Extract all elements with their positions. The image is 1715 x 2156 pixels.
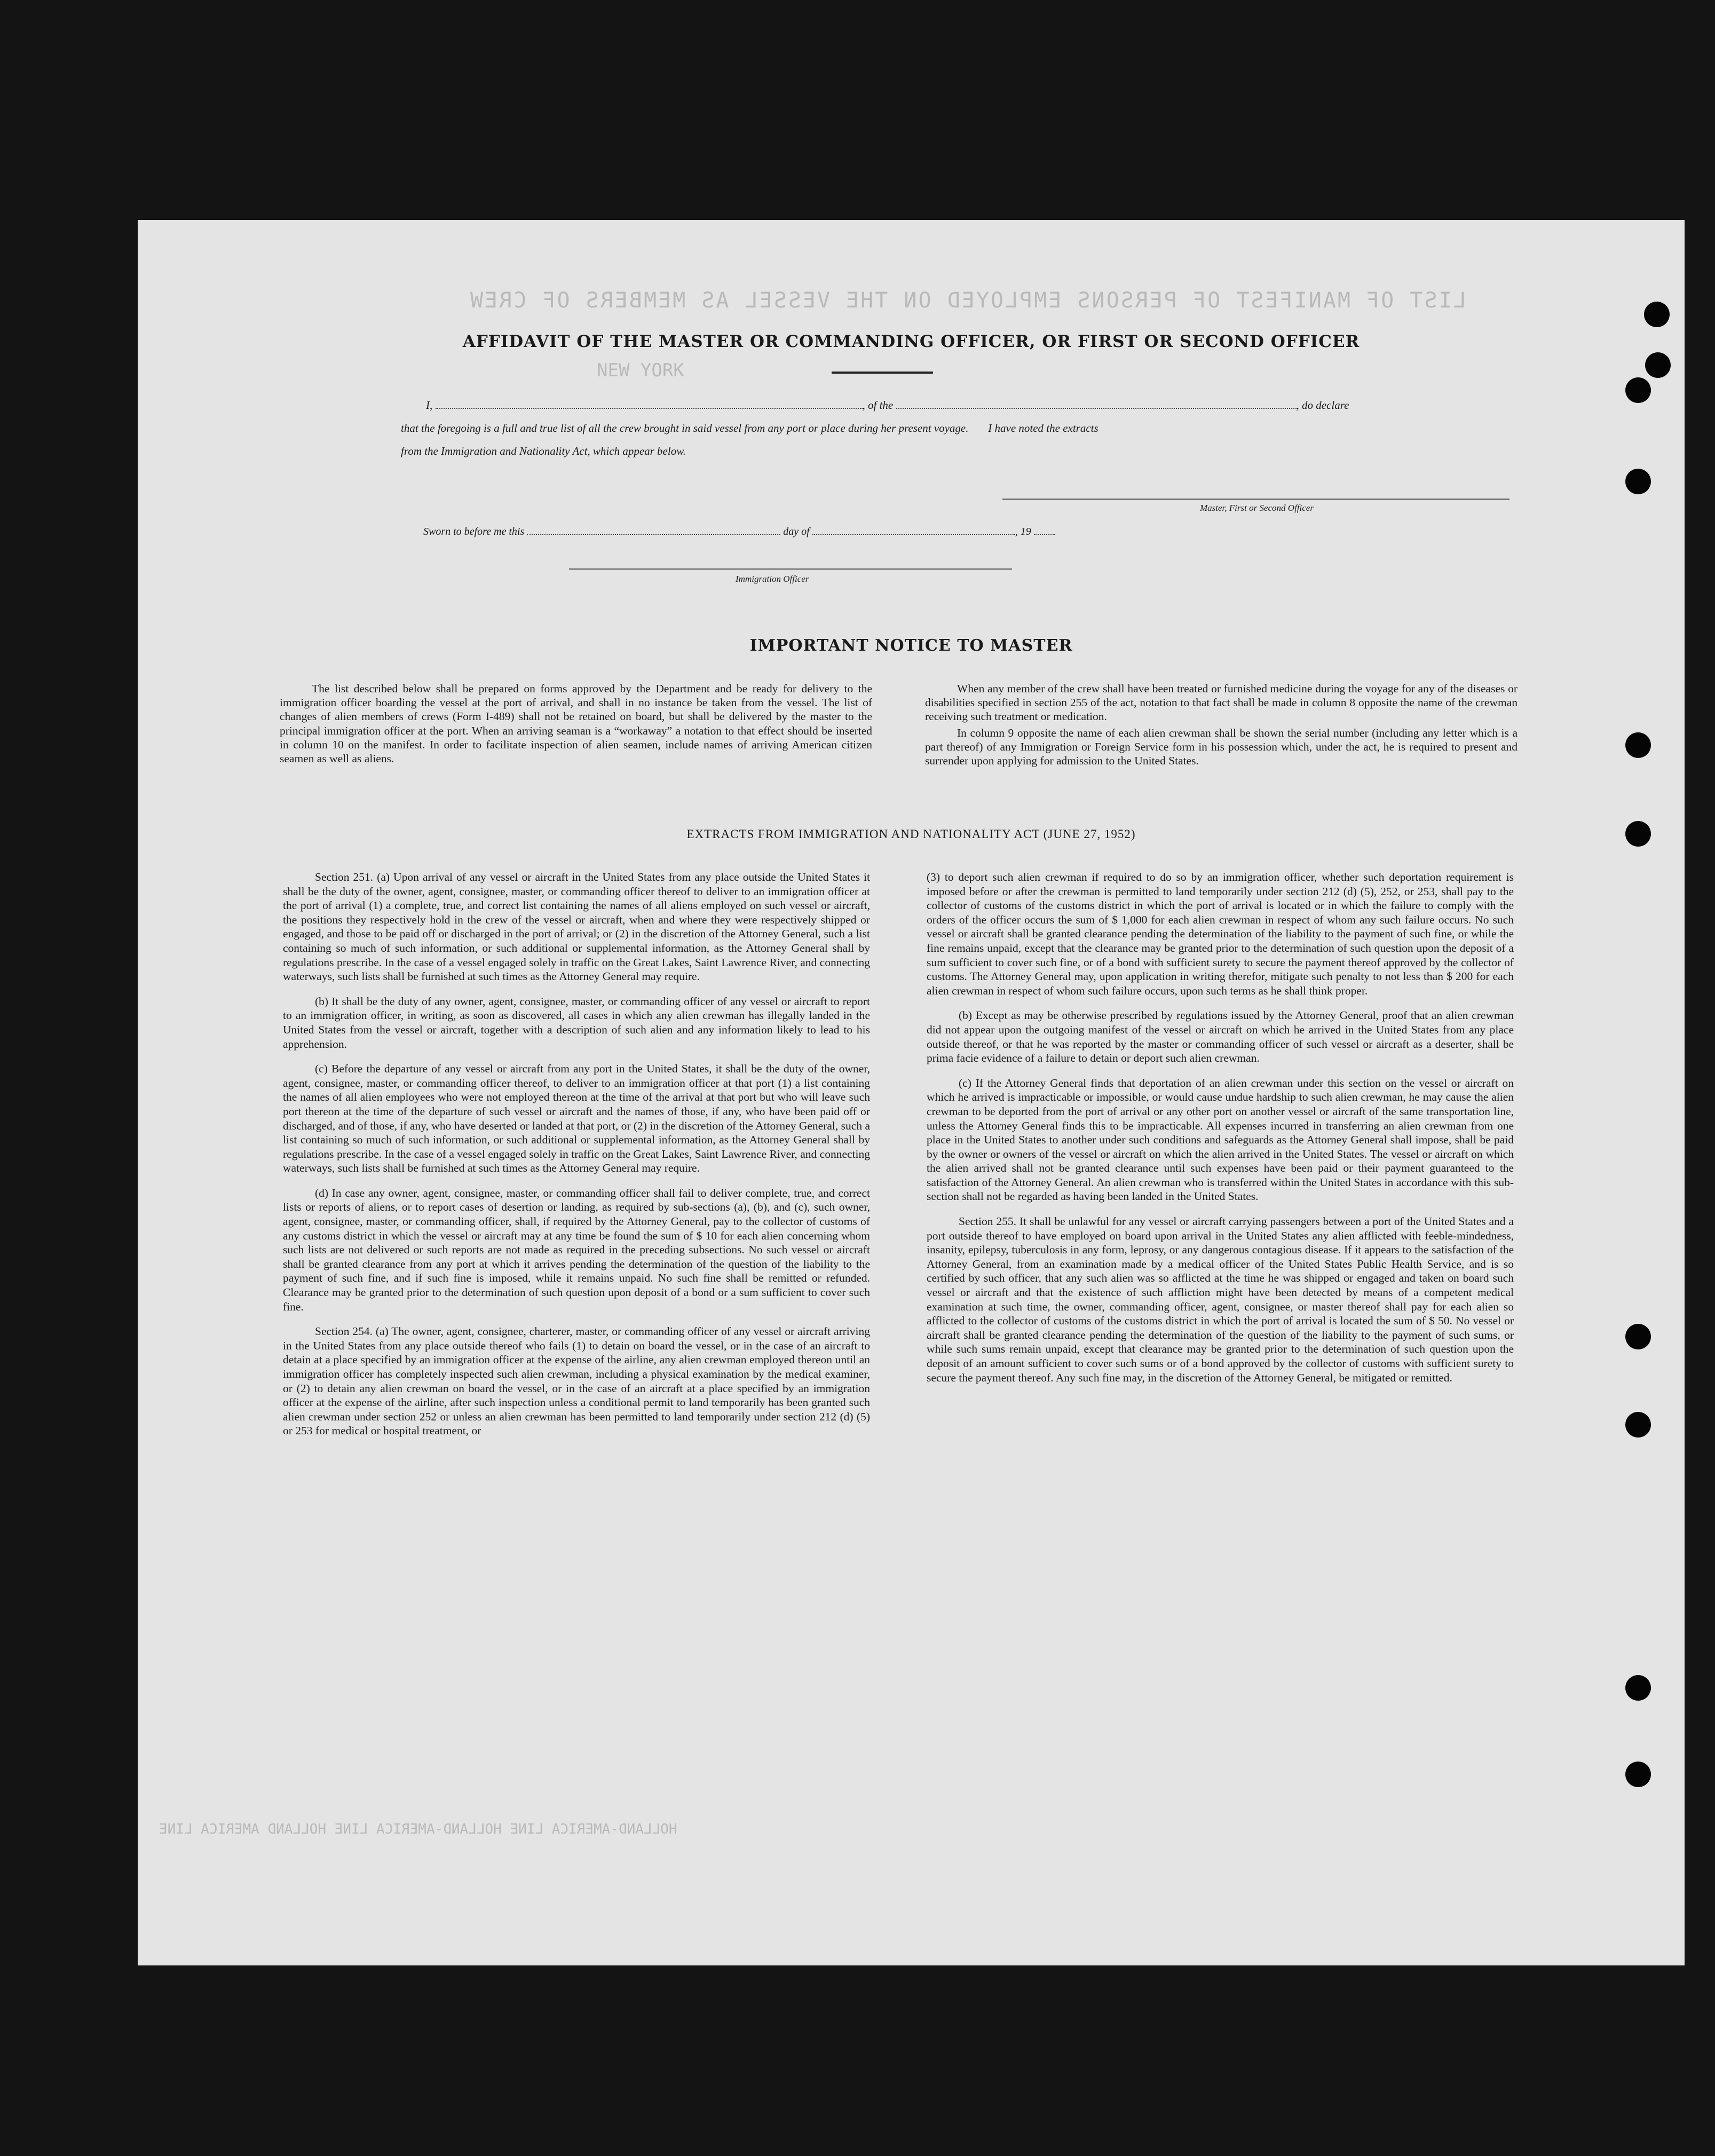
sworn-day-label: day of — [783, 526, 810, 538]
extracts-right-column — [927, 870, 1514, 1395]
master-name-blank[interactable] — [436, 400, 863, 409]
punch-hole — [1625, 1762, 1651, 1787]
sworn-month-blank[interactable] — [812, 526, 1015, 535]
section-254a-continued-paragraph: (3) to deport such alien crewman if required to do so by an immigration officer, whether such deportation requirement is imposed before or after the crewman is permitted to land temporarily under section 212 (d) (5), 252, or 253, shall pay to the collector of customs of the customs district in which the port of arrival is located or in which the failure to comply with the orders of the officer occurs the sum of $ 1,000 for each alien crewman in respect of whom any such failure occurs. No such vessel or aircraft shall be granted clearance pending the determination of the liability to the payment of such fine, or while the fine remains unpaid, except that the clearance may be granted prior to the determination of such question upon the deposit of a sum sufficient to cover such fine, or of a bond with sufficient surety to secure the payment thereof approved by the collector of customs. The Attorney General may, upon application in writing therefor, mitigate such penalty to not less than $ 200 for each alien crewman in respect of whom such failure occurs, upon such terms as he shall think proper. — [927, 871, 1514, 997]
extracts-title: EXTRACTS FROM IMMIGRATION AND NATIONALITY ACT (JUNE 27, 1952) — [686, 827, 1136, 841]
punch-hole — [1625, 469, 1651, 494]
affidavit-i-label: I, — [426, 399, 433, 412]
affidavit-declaration-line — [426, 399, 1349, 412]
punch-hole — [1625, 821, 1651, 847]
punch-hole — [1625, 732, 1651, 758]
punch-hole — [1645, 352, 1671, 378]
sworn-prefix-label: Sworn to before me this — [423, 526, 525, 538]
vessel-name-blank[interactable] — [896, 400, 1297, 409]
section-251c-paragraph: (c) Before the departure of any vessel or aircraft from any port in the United States, it shall be the duty of the owner, agent, consignee, master, or commanding officer thereof, to deliver to an immigration officer at that port (1) a list containing the names of all alien employees who were not employed thereon at the time of the arrival at that port but who will leave such port thereon at the time of the departure of such vessel or aircraft and the names of those, if any, who have been paid off or discharged, and of those, if any, who have deserted or landed at that port, or (2) in the discretion of the Attorney General, such a list containing so much of such information, or such additional or supplemental information, as the Attorney General shall by regulations prescribe. In the case of a vessel engaged solely in traffic on the Great Lakes, Saint Lawrence River, and connecting waterways, such lists shall be furnished at such times as the Attorney General may require. — [283, 1062, 870, 1175]
affidavit-extracts-line: from the Immigration and Nationality Act, which appear below. — [401, 445, 686, 457]
master-signature-caption: Master, First or Second Officer — [1200, 503, 1314, 513]
section-254c-paragraph: (c) If the Attorney General finds that deportation of an alien crewman under this section on the vessel or aircraft on which he arrived is impracticable or impossible, or would cause undue hardship to such alien crewman, he may cause the alien crewman to be deported from the port of arrival or any other port on another vessel or aircraft of the same transportation line, unless the Attorney General finds this to be impracticable. All expenses incurred in transferring an alien crewman from one place in the United States to another under such conditions and safeguards as the Attorney General shall impose, shall be paid by the owner or owners of the vessel or aircraft on which the alien arrived in the United States. The vessel or aircraft on which the alien arrived shall not be granted clearance until such expenses have been paid or their payment guaranteed to the satisfaction of the Attorney General. An alien crewman who is transferred within the United States in accordance with this sub-section shall not be regarded as having been landed in the United States. — [927, 1076, 1514, 1203]
section-251b-paragraph: (b) It shall be the duty of any owner, agent, consignee, master, or commanding officer of any vessel or aircraft to report to an immigration officer, in writing, as soon as discovered, all cases in which any alien crewman has illegally landed in the United States from the vessel or aircraft, together with a description of such alien and any information likely to lead to his apprehension. — [283, 994, 870, 1051]
sworn-line — [423, 526, 1055, 538]
punch-hole — [1625, 1675, 1651, 1701]
sworn-date-blank[interactable] — [527, 526, 780, 535]
affidavit-of-the-label: , of the — [862, 399, 894, 412]
affidavit-declare-label: , do declare — [1296, 399, 1349, 412]
notice-right-column — [925, 682, 1518, 778]
title-rule — [832, 372, 933, 374]
section-254b-paragraph: (b) Except as may be otherwise prescribed by regulations issued by the Attorney General, proof that an alien crewman did not appear upon the outgoing manifest of the vessel or aircraft on which he arrived in the United States from any place outside thereof, or that he was reported by the master or commanding officer of such vessel or aircraft as a deserter, shall be prima facie evidence of a failure to detain or deport such alien crewman. — [927, 1009, 1514, 1065]
affidavit-statement-line: that the foregoing is a full and true list of all the crew brought in said vessel from any port or place during her present voyage. I have noted the extracts — [401, 422, 1098, 435]
punch-hole — [1644, 302, 1670, 327]
punch-hole — [1625, 377, 1651, 403]
affidavit-title: AFFIDAVIT OF THE MASTER OR COMMANDING OFFICER, OR FIRST OR SECOND OFFICER — [462, 332, 1360, 351]
notice-title: IMPORTANT NOTICE TO MASTER — [749, 636, 1073, 655]
bleed-through-text: LIST OF MANIFEST OF PERSONS EMPLOYED ON THE VESSEL AS MEMBERS OF CREW — [469, 288, 1466, 313]
notice-right-paragraph-1: When any member of the crew shall have been treated or furnished medicine during the voyage for any of the diseases or disabilities specified in section 255 of the act, notation to that fact shall be made in column 8 opposite the name of the crewman receiving such treatment or medication. — [925, 682, 1518, 723]
sworn-year-label: , 19 — [1015, 526, 1031, 538]
sworn-year-blank[interactable] — [1034, 526, 1055, 535]
extracts-left-column — [283, 870, 870, 1449]
bleed-through-footer: HOLLAND-AMERICA LINE HOLLAND-AMERICA LINE HOLLAND AMERICA LINE — [159, 1821, 677, 1837]
notice-left-paragraph: The list described below shall be prepared on forms approved by the Department and be ready for delivery to the immigration officer boarding the vessel at the port of arrival, and shall in no instance be taken from the vessel. The list of changes of alien members of crews (Form I-489) shall not be retained on board, but shall be delivered by the master to the principal immigration officer at the port. When an arriving seaman is a “workaway” a notation to that effect should be inserted in column 10 on the manifest. In order to facilitate inspection of alien seamen, include names of arriving American citizen seamen as well as aliens. — [280, 682, 872, 765]
document-page — [138, 220, 1685, 1965]
section-251d-paragraph: (d) In case any owner, agent, consignee, master, or commanding officer shall fail to deliver complete, true, and correct lists or reports of aliens, or to report cases of desertion or landing, as required by sub-sections (a), (b), and (c), such owner, agent, consignee, master, or commanding officer, shall, if required by the Attorney General, pay to the collector of customs of any customs district in which the vessel or aircraft may at any time be found the sum of $ 10 for each alien concerning whom such lists are not delivered or such reports are not made as required in the preceding subsections. No such vessel or aircraft shall be granted clearance from any port at which it arrives pending the determination of the question of the liability to the payment of such fine, and if such fine is imposed, while it remains unpaid. No such fine shall be remitted or refunded. Clearance may be granted prior to the determination of such question upon deposit of a bond or a sum sufficient to cover such fine. — [283, 1186, 870, 1313]
section-254a-paragraph: Section 254. (a) The owner, agent, consignee, charterer, master, or commanding officer of any vessel or aircraft arriving in the United States from any place outside thereof who fails (1) to detain on board the vessel, or in the case of an aircraft to detain at a place specified by an immigration officer at the expense of the airline, any alien crewman employed thereon until an immigration officer has completely inspected such alien crewman, including a physical examination by the medical examiner, or (2) to detain any alien crewman on board the vessel, or in the case of an aircraft at a place specified by an immigration officer at the expense of the airline, after such inspection unless a conditional permit to land temporarily has been granted such alien crewman under section 252 or unless an alien crewman has been permitted to land temporarily under section 212 (d) (5) or 253 for medical or hospital treatment, or — [283, 1325, 870, 1438]
section-255-paragraph: Section 255. It shall be unlawful for any vessel or aircraft carrying passengers between a port of the United States and a port outside thereof to have employed on board upon arrival in the United States any alien afflicted with feeble-mindedness, insanity, epilepsy, tuberculosis in any form, leprosy, or any dangerous contagious disease. If it appears to the satisfaction of the Attorney General, from an examination made by a medical officer of the United States Public Health Service, and is so certified by such officer, that any such alien was so afflicted at the time he was shipped or engaged and taken on board such vessel or aircraft and that the existence of such affliction might have been detected by means of a competent medical examination at such time, the owner, commanding officer, agent, consignee, or master thereof shall pay for each alien so afflicted to the collector of customs of the customs district in which the port of arrival is located the sum of $ 50. No vessel or aircraft shall be granted clearance pending the determination of the question of the liability to the payment of such sums, or while such sums remain unpaid, except that clearance may be granted prior to the determination of such question upon the deposit of an amount sufficient to cover such sums or of a bond approved by the collector of customs with sufficient surety to secure the payment thereof. Any such fine may, in the discretion of the Attorney General, be mitigated or remitted. — [927, 1215, 1514, 1384]
notice-left-column — [280, 682, 872, 776]
bleed-through-port: NEW YORK — [597, 360, 684, 381]
section-251a-paragraph: Section 251. (a) Upon arrival of any vessel or aircraft in the United States from any place outside the United States it shall be the duty of the owner, agent, consignee, master, or commanding officer thereof to deliver to an immigration officer at the port of arrival (1) a complete, true, and correct list containing the names of all aliens employed on such vessel or aircraft, the positions they respectively hold in the crew of the vessel or aircraft, when and where they were respectively shipped or engaged, and those to be paid off or discharged in the port of arrival; or (2) in the discretion of the Attorney General, such a list containing so much of such information, or such additional or supplemental information, as the Attorney General shall by regulations prescribe. In the case of a vessel engaged solely in traffic on the Great Lakes, Saint Lawrence River, and connecting waterways, such lists shall be furnished at such times as the Attorney General may require. — [283, 871, 870, 983]
officer-signature-caption: Immigration Officer — [736, 574, 809, 584]
punch-hole — [1625, 1412, 1651, 1438]
punch-hole — [1625, 1324, 1651, 1349]
officer-signature-line[interactable] — [569, 568, 1012, 570]
master-signature-line[interactable] — [1002, 499, 1509, 500]
notice-right-paragraph-2: In column 9 opposite the name of each alien crewman shall be shown the serial number (including any letter which is a part thereof) of any Immigration or Foreign Service form in his possession which, under the act, he is required to present and surrender upon applying for admission to the United States. — [925, 726, 1518, 768]
